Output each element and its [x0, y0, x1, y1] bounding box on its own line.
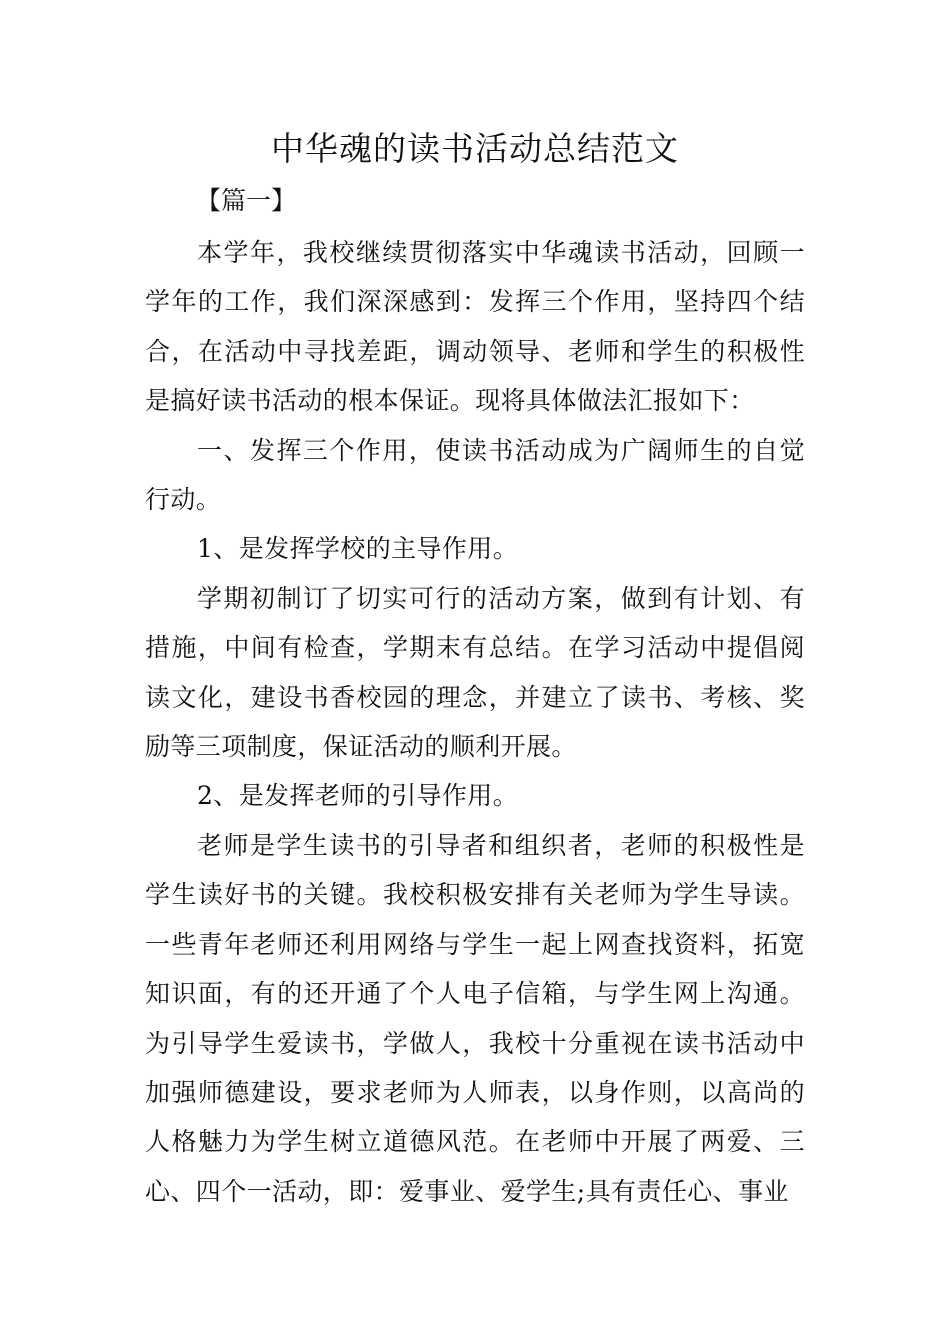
section-label: 【篇一】 — [196, 186, 297, 215]
paragraph-subheading-2: 2、是发挥老师的引导作用。 — [197, 781, 519, 811]
paragraph-teacher-role: 老师是学生读书的引导者和组织者，老师的积极性是学生读好书的关键。我校积极安排有关老师为学生导读。一些青年老师还利用网络与学生一起上网查找资料，拓宽知识面，有的还开通了个人电子信箱，与学生网上沟通。为引导学生爱读书，学做人，我校十分重视在读书活动中加强师德建设，要求老师为人师表，以身作则，以高尚的人格魅力为学生树立道德风范。在老师中开展了两爱、三心、四个一活动，即：爱事业、爱学生;具有责任心、事业 — [145, 830, 805, 1206]
document-body — [145, 228, 805, 1216]
paragraph-subheading-1: 1、是发挥学校的主导作用。 — [197, 534, 519, 564]
document-title: 中华魂的读书活动总结范文 — [271, 129, 679, 168]
paragraph-intro: 本学年，我校继续贯彻落实中华魂读书活动，回顾一学年的工作，我们深深感到：发挥三个作用，坚持四个结合，在活动中寻找差距，调动领导、老师和学生的积极性是搞好读书活动的根本保证。现将具体做法汇报如下： — [145, 238, 805, 416]
paragraph-school-role: 学期初制订了切实可行的活动方案，做到有计划、有措施，中间有检查，学期末有总结。在学习活动中提倡阅读文化，建设书香校园的理念，并建立了读书、考核、奖励等三项制度，保证活动的顺利开展。 — [145, 583, 805, 762]
paragraph-heading-1: 一、发挥三个作用，使读书活动成为广阔师生的自觉行动。 — [145, 435, 805, 515]
